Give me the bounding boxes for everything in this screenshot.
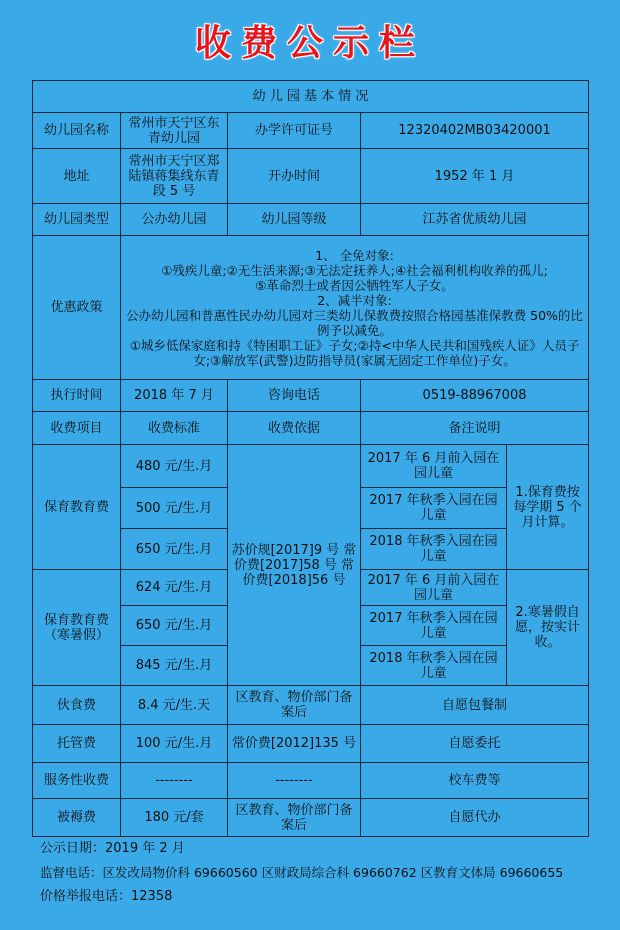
header-remark: 备注说明 xyxy=(361,412,589,445)
care-fee-label: 保育教育费 xyxy=(33,445,121,570)
policy-line: ①城乡低保家庭和持《特困职工证》子女;②持<中华人民共和国残疾人证》人员子女;③解放军(武警)边防指导员(家属无固定工作单位)子女。 xyxy=(129,337,580,368)
service-price: -------- xyxy=(121,763,228,799)
phone-value: 0519-88967008 xyxy=(361,380,589,412)
section-header: 幼 儿 园 基 本 情 况 xyxy=(33,81,589,113)
care-fee-price: 500 元/生.月 xyxy=(121,488,228,529)
type-value: 公办幼儿园 xyxy=(121,204,228,236)
care-fee-vac-note: 2018 年秋季入园在园儿童 xyxy=(361,646,507,686)
care-fee-note: 2017 年秋季入园在园儿童 xyxy=(361,488,507,529)
name-label: 幼儿园名称 xyxy=(33,113,121,149)
custody-price: 100 元/生.月 xyxy=(121,725,228,763)
policy-line: 1、 全免对象: xyxy=(315,247,394,263)
policy-line: ⑤革命烈士或者因公牺牲军人子女。 xyxy=(255,277,454,293)
meal-label: 伙食费 xyxy=(33,686,121,725)
fee-table xyxy=(32,80,589,837)
policy-line: 2、减半对象: xyxy=(317,292,392,308)
custody-basis: 常价费[2012]135 号 xyxy=(228,725,361,763)
header-basis: 收费依据 xyxy=(228,412,361,445)
address-value: 常州市天宁区郑陆镇蒋集线东青段 5 号 xyxy=(121,149,228,204)
header-item: 收费项目 xyxy=(33,412,121,445)
custody-label: 托管费 xyxy=(33,725,121,763)
footer-date: 公示日期：2019 年 2 月 xyxy=(40,841,185,856)
type-label: 幼儿园类型 xyxy=(33,204,121,236)
license-value: 12320402MB03420001 xyxy=(361,113,589,149)
header-standard: 收费标准 xyxy=(121,412,228,445)
care-fee-vac-label: 保育教育费（寒暑假） xyxy=(33,570,121,686)
license-label: 办学许可证号 xyxy=(228,113,361,149)
care-fee-vac-price: 650 元/生.月 xyxy=(121,606,228,646)
grade-label: 幼儿园等级 xyxy=(228,204,361,236)
care-fee-vac-price: 624 元/生.月 xyxy=(121,570,228,606)
policy-text xyxy=(121,236,589,380)
bedding-remark: 自愿代办 xyxy=(361,799,589,837)
policy-line: ①残疾儿童;②无生活来源;③无法定抚养人;④社会福利机构收养的孤儿; xyxy=(161,262,548,278)
meal-basis: 区教育、物价部门备案后 xyxy=(228,686,361,725)
footer-supervise: 监督电话：区发改局物价科 69660560 区财政局综合科 69660762 区教育文体局 69660655 xyxy=(40,865,564,880)
service-label: 服务性收费 xyxy=(33,763,121,799)
care-fee-price: 480 元/生.月 xyxy=(121,445,228,488)
name-value: 常州市天宁区东青幼儿园 xyxy=(121,113,228,149)
exec-label: 执行时间 xyxy=(33,380,121,412)
bedding-price: 180 元/套 xyxy=(121,799,228,837)
care-fee-remark: 1.保育费按每学期 5 个月计算。 xyxy=(507,445,589,570)
phone-label: 咨询电话 xyxy=(228,380,361,412)
address-label: 地址 xyxy=(33,149,121,204)
open-label: 开办时间 xyxy=(228,149,361,204)
bedding-basis: 区教育、物价部门备案后 xyxy=(228,799,361,837)
care-fee-basis: 苏价规[2017]9 号 常价费[2017]58 号 常价费[2018]56 号 xyxy=(228,445,361,686)
care-fee-vac-price: 845 元/生.月 xyxy=(121,646,228,686)
grade-value: 江苏省优质幼儿园 xyxy=(361,204,589,236)
care-fee-note: 2018 年秋季入园在园儿童 xyxy=(361,529,507,570)
custody-remark: 自愿委托 xyxy=(361,725,589,763)
footer-report: 价格举报电话：12358 xyxy=(40,889,173,904)
service-basis: -------- xyxy=(228,763,361,799)
page-title: 收费公示栏 xyxy=(194,23,425,64)
exec-value: 2018 年 7 月 xyxy=(121,380,228,412)
bedding-label: 被褥费 xyxy=(33,799,121,837)
open-value: 1952 年 1 月 xyxy=(361,149,589,204)
policy-label: 优惠政策 xyxy=(33,236,121,380)
meal-price: 8.4 元/生.天 xyxy=(121,686,228,725)
care-fee-vac-remark: 2.寒暑假自愿，按实计收。 xyxy=(507,570,589,686)
care-fee-note: 2017 年 6 月前入园在园儿童 xyxy=(361,445,507,488)
service-remark: 校车费等 xyxy=(361,763,589,799)
policy-line: 公办幼儿园和普惠性民办幼儿园对三类幼儿保教费按照合格园基准保教费 50%的比例予以减免。 xyxy=(126,307,583,338)
care-fee-price: 650 元/生.月 xyxy=(121,529,228,570)
care-fee-vac-note: 2017 年秋季入园在园儿童 xyxy=(361,606,507,646)
meal-remark: 自愿包餐制 xyxy=(361,686,589,725)
care-fee-vac-note: 2017 年 6 月前入园在园儿童 xyxy=(361,570,507,606)
